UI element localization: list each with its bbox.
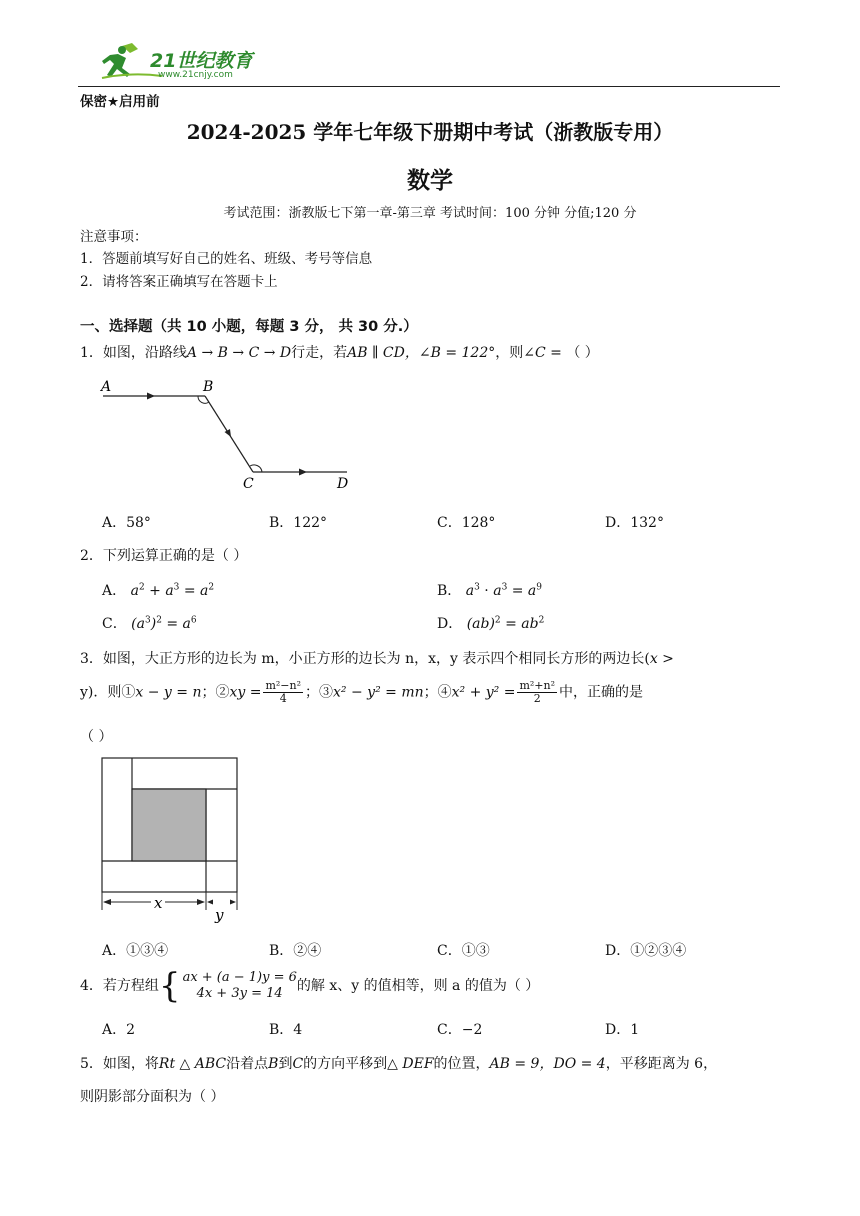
option-letter: C． xyxy=(102,616,127,632)
logo-url: www.21cnjy.com xyxy=(158,70,233,80)
label-C: C xyxy=(243,476,254,492)
term: a xyxy=(130,583,139,599)
question-3-line3: （ ） xyxy=(80,729,113,745)
exponent: 3 xyxy=(474,582,480,593)
question-5-line2: 则阴影部分面积为（ ） xyxy=(80,1089,225,1105)
term: (ab) xyxy=(466,616,495,632)
q4-option-d[interactable]: D．1 xyxy=(605,1022,640,1038)
q5-triangle: △ DEF xyxy=(387,1056,434,1072)
q4-option-c[interactable]: C．−2 xyxy=(437,1022,483,1038)
exponent: 3 xyxy=(144,615,151,626)
exponent: 9 xyxy=(536,582,543,593)
q1-ask: ∠C xyxy=(523,345,546,361)
term: ) xyxy=(150,616,157,632)
q3-statement-4: x² + y² = xyxy=(451,684,516,701)
term: a xyxy=(165,583,174,599)
q1-text: 行走，若 xyxy=(291,345,348,361)
equation-2: 4x + 3y = 14 xyxy=(196,986,283,1001)
exponent: 2 xyxy=(156,615,162,626)
q3-inequality: x > xyxy=(649,651,674,667)
label-A: A xyxy=(101,379,112,395)
q5-text: 的方向平移到 xyxy=(303,1056,388,1072)
equation-1: ax + (a − 1)y = 6 xyxy=(182,970,297,985)
exponent: 3 xyxy=(173,582,180,593)
section-heading: 一、选择题（共 10 小题，每题 3 分， 共 30 分.） xyxy=(80,319,418,335)
logo xyxy=(100,40,280,84)
q3-text: ；② xyxy=(201,684,230,701)
q1-option-c[interactable]: C．128° xyxy=(437,515,496,531)
q3-fraction xyxy=(517,680,557,705)
header-rule xyxy=(78,86,780,87)
result: = a xyxy=(166,616,191,632)
option-letter: A． xyxy=(102,583,127,599)
q5-text: 沿着点 xyxy=(226,1056,269,1072)
q4-text: 4．若方程组 xyxy=(80,978,159,994)
question-3-line1 xyxy=(80,648,674,668)
exponent: 2 xyxy=(494,615,501,626)
q1-text: 如图，沿路线 xyxy=(102,345,187,361)
q5-text: ，平移距离为 6， xyxy=(605,1056,718,1072)
numerator: m²−n² xyxy=(265,679,302,692)
question-1 xyxy=(80,342,599,362)
q3-text: ；③ xyxy=(305,684,334,701)
q3-text: y)．则① xyxy=(80,684,136,701)
exam-title: 2024-2025 学年七年级下册期中考试（浙教版专用） xyxy=(186,120,674,144)
exponent: 2 xyxy=(138,582,145,593)
q3-statement-2: xy = xyxy=(229,684,262,701)
exponent: 6 xyxy=(190,615,197,626)
q1-path: A → B → C → D xyxy=(186,345,292,361)
denominator: 4 xyxy=(279,692,287,705)
question-3-line2 xyxy=(80,680,643,705)
exponent: 2 xyxy=(538,615,545,626)
q1-condition: AB ∥ CD，∠B = 122° xyxy=(347,345,496,361)
term: a xyxy=(465,583,475,599)
q2-option-b[interactable] xyxy=(437,580,542,600)
denominator: 2 xyxy=(533,692,541,705)
q5-point: C xyxy=(292,1056,304,1072)
label-D: D xyxy=(337,476,349,492)
q5-text: 的位置， xyxy=(433,1056,490,1072)
q3-fraction xyxy=(263,680,303,705)
notes-heading: 注意事项： xyxy=(80,229,148,245)
term: a xyxy=(493,583,502,599)
label-y: y xyxy=(215,906,224,924)
operator: + xyxy=(149,583,161,599)
note-item: 2．请将答案正确填写在答题卡上 xyxy=(80,274,278,290)
question-4 xyxy=(80,966,540,1006)
q3-option-d[interactable]: D．①②③④ xyxy=(605,943,687,959)
brace-icon: { xyxy=(158,966,181,1006)
q2-option-c[interactable] xyxy=(102,613,197,633)
q1-text: = （ ） xyxy=(545,345,599,361)
exam-info: 考试范围：浙教版七下第一章-第三章 考试时间：100 分钟 分值;120 分 xyxy=(223,206,637,221)
q3-figure xyxy=(95,752,255,927)
note-item: 1．答题前填写好自己的姓名、班级、考号等信息 xyxy=(80,251,373,267)
term: (a xyxy=(131,616,145,632)
result: = ab xyxy=(505,616,539,632)
q1-option-d[interactable]: D．132° xyxy=(605,515,664,531)
result: = a xyxy=(183,583,209,599)
operator: · xyxy=(484,583,489,599)
q5-text: 5．如图，将 xyxy=(80,1056,159,1072)
question-5-line1 xyxy=(80,1053,717,1073)
result: = a xyxy=(511,583,537,599)
q1-figure xyxy=(95,375,365,495)
option-letter: B． xyxy=(437,583,462,599)
q3-text: 中，正确的是 xyxy=(559,684,644,701)
q3-statement-1: x − y = n xyxy=(135,684,202,701)
q4-option-a[interactable]: A．2 xyxy=(102,1022,136,1038)
secret-label: 保密★启用前 xyxy=(80,94,160,110)
q2-option-d[interactable] xyxy=(437,613,544,633)
q4-text: 的解 x、y 的值相等，则 a 的值为（ ） xyxy=(296,978,540,994)
q1-option-a[interactable]: A．58° xyxy=(102,515,151,531)
q3-statement-3: x² − y² = mn xyxy=(333,684,424,701)
exponent: 3 xyxy=(501,582,508,593)
option-letter: D． xyxy=(437,616,463,632)
q5-point: B xyxy=(268,1056,279,1072)
q3-option-a[interactable]: A．①③④ xyxy=(102,943,169,959)
q3-text: ；④ xyxy=(423,684,452,701)
q3-option-b[interactable]: B．②④ xyxy=(269,943,322,959)
logo-brand: 21世纪教育 xyxy=(150,50,253,72)
q5-triangle: Rt △ ABC xyxy=(158,1056,227,1072)
label-B: B xyxy=(203,379,214,395)
q2-option-a[interactable] xyxy=(102,580,214,600)
q5-values: AB = 9，DO = 4 xyxy=(489,1056,606,1072)
q3-option-c[interactable]: C．①③ xyxy=(437,943,490,959)
question-2: 2．下列运算正确的是（ ） xyxy=(80,548,248,564)
numerator: m²+n² xyxy=(519,679,556,692)
exponent: 2 xyxy=(208,582,215,593)
q4-option-b[interactable]: B．4 xyxy=(269,1022,303,1038)
q3-text: 3．如图，大正方形的边长为 m，小正方形的边长为 n，x，y 表示四个相同长方形的两边长( xyxy=(80,651,650,667)
label-x: x xyxy=(154,894,163,912)
q5-text: 到 xyxy=(278,1056,293,1072)
subject-title: 数学 xyxy=(407,168,453,194)
q1-option-b[interactable]: B．122° xyxy=(269,515,328,531)
q1-text: ，则 xyxy=(495,345,524,361)
q4-equation-system xyxy=(158,966,297,1006)
q1-num: 1． xyxy=(80,345,103,361)
